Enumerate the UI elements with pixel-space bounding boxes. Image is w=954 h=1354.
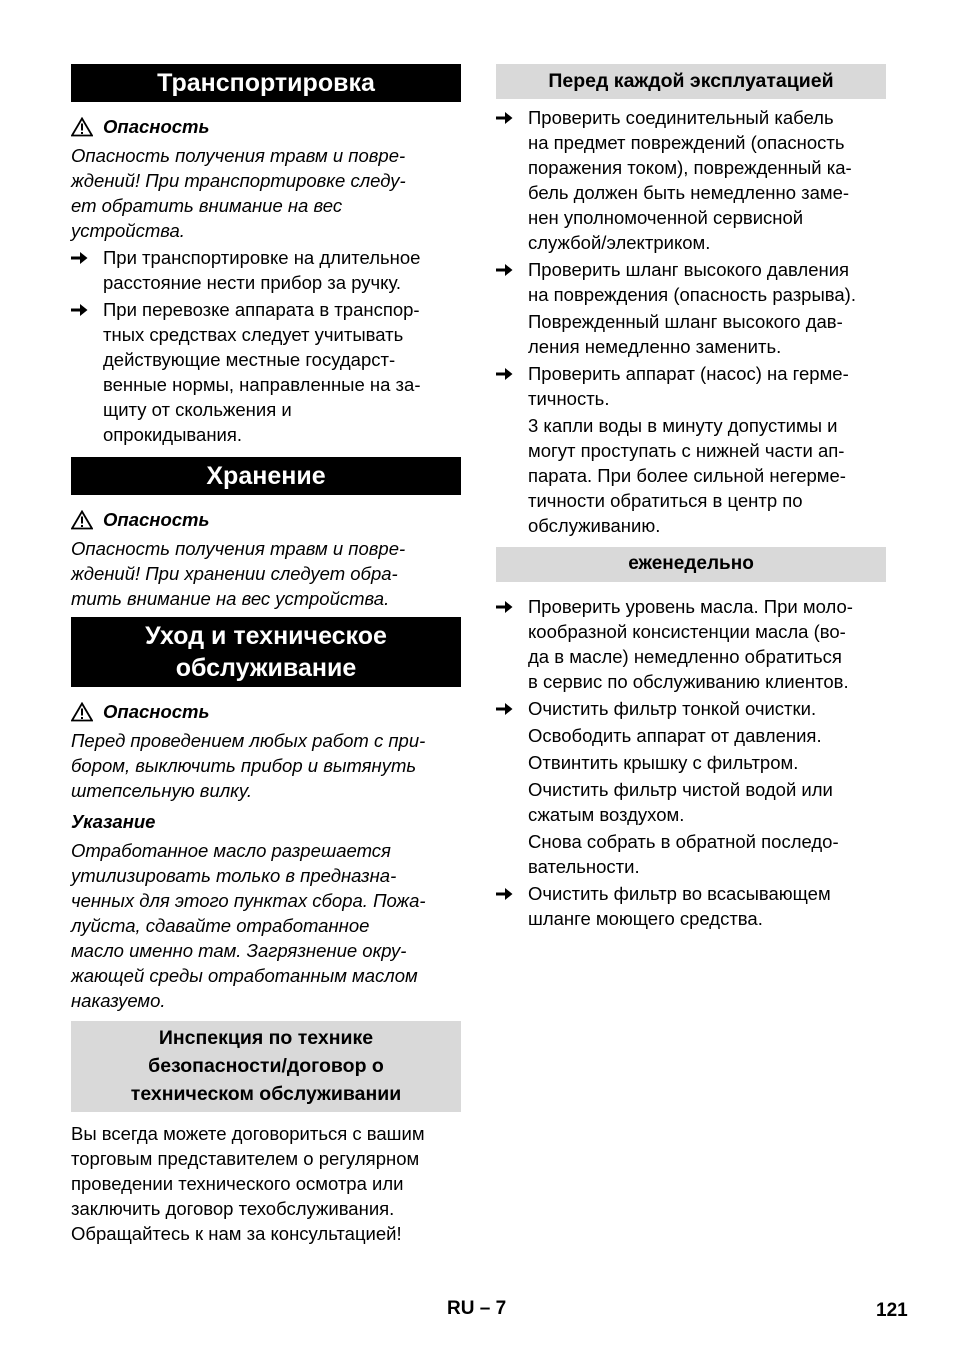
list-item	[71, 297, 461, 447]
right-column	[496, 64, 886, 931]
list-item-text: Очистить фильтр тонкой очистки.	[528, 698, 817, 719]
list-item	[496, 881, 886, 931]
warning-triangle-icon	[71, 702, 93, 722]
list-item-continuation: Освободить аппарат от давления.	[528, 725, 822, 746]
arrow-right-icon	[71, 297, 103, 447]
danger-callout	[71, 699, 461, 724]
section-heading-transport: Транспортировка	[71, 64, 461, 102]
arrow-right-icon	[496, 594, 528, 694]
arrow-right-icon	[496, 361, 528, 411]
list-item-continuation: Снова собрать в обратной последо- вательности.	[528, 831, 839, 877]
list-item-text: Очистить фильтр во всасывающем шланге моющего средства.	[528, 883, 831, 929]
note-text: Отработанное масло разрешается утилизировать только в предназна- ченных для этого пунктах сбора. Пожа- луйста, сдавайте отработанное масло именно там. Загрязнение окру- жающей среды отработанным маслом наказуемо.	[71, 840, 426, 1011]
inspection-text: Вы всегда можете договориться с вашим торговым представителем о регулярном проведении технического осмотра или заключить договор техобслуживания. Обращайтесь к нам за консультацией!	[71, 1123, 425, 1244]
list-item-continuation: Очистить фильтр чистой водой или сжатым воздухом.	[528, 779, 833, 825]
list-item-text: При транспортировке на длительное расстояние нести прибор за ручку.	[103, 247, 421, 293]
danger-text: Опасность получения травм и повре- ждений! При хранении следует обра- тить внимание на вес устройства.	[71, 538, 406, 609]
section-heading-storage: Хранение	[71, 457, 461, 495]
list-item	[496, 594, 886, 694]
section-heading-inspection: Инспекция по технике безопасности/договор о техническом обслуживании	[71, 1021, 461, 1112]
list-item-text: При перевозке аппарата в транспор- тных средствах следует учитывать действующие местные государст- венные нормы, направленные на за- щиту от скольжения и опрокидывания.	[103, 299, 421, 445]
list-item-text: Проверить аппарат (насос) на герме- тичность.	[528, 363, 849, 409]
arrow-right-icon	[496, 105, 528, 255]
section-heading-care: Уход и техническое обслуживание	[71, 617, 461, 687]
arrow-right-icon	[496, 257, 528, 307]
list-item-text: Проверить шланг высокого давления на повреждения (опасность разрыва).	[528, 259, 856, 305]
list-item	[496, 696, 886, 721]
danger-text: Перед проведением любых работ с при- бором, выключить прибор и вытянуть штепсельную вилку.	[71, 730, 426, 801]
list-item	[496, 105, 886, 255]
warning-triangle-icon	[71, 510, 93, 530]
note-label: Указание	[71, 811, 156, 832]
arrow-right-icon	[496, 881, 528, 931]
list-item	[71, 245, 461, 295]
arrow-right-icon	[496, 696, 528, 721]
arrow-right-icon	[71, 245, 103, 295]
danger-label: Опасность	[103, 509, 210, 530]
danger-callout	[71, 114, 461, 139]
list-item-text: Проверить соединительный кабель на предмет повреждений (опасность поражения током), поврежденный ка- бель должен быть немедленно заме- нен уполномоченной сервисной службой/электриком.	[528, 107, 852, 253]
page-number: 121	[876, 1300, 908, 1321]
left-column	[71, 64, 461, 1246]
danger-label: Опасность	[103, 116, 210, 137]
list-item	[496, 361, 886, 411]
list-item-continuation: Отвинтить крышку с фильтром.	[528, 752, 799, 773]
list-item-continuation: 3 капли воды в минуту допустимы и могут проступать с нижней части ап- парата. При более сильной негерме- тичности обратиться в центр по обслуживанию.	[528, 415, 846, 536]
danger-callout	[71, 507, 461, 532]
warning-triangle-icon	[71, 117, 93, 137]
section-heading-weekly: еженедельно	[496, 547, 886, 582]
list-item-text: Проверить уровень масла. При моло- кообразной консистенции масла (во- да в масле) немедленно обратиться в сервис по обслуживанию клиентов.	[528, 596, 853, 692]
danger-text: Опасность получения травм и повре- ждений! При транспортировке следу- ет обратить внимание на вес устройства.	[71, 145, 406, 241]
section-heading-before-each-use: Перед каждой эксплуатацией	[496, 64, 886, 99]
list-item	[496, 257, 886, 307]
danger-label: Опасность	[103, 701, 210, 722]
list-item-continuation: Поврежденный шланг высокого дав- ления немедленно заменить.	[528, 311, 843, 357]
footer-section-label: RU – 7	[447, 1298, 507, 1319]
